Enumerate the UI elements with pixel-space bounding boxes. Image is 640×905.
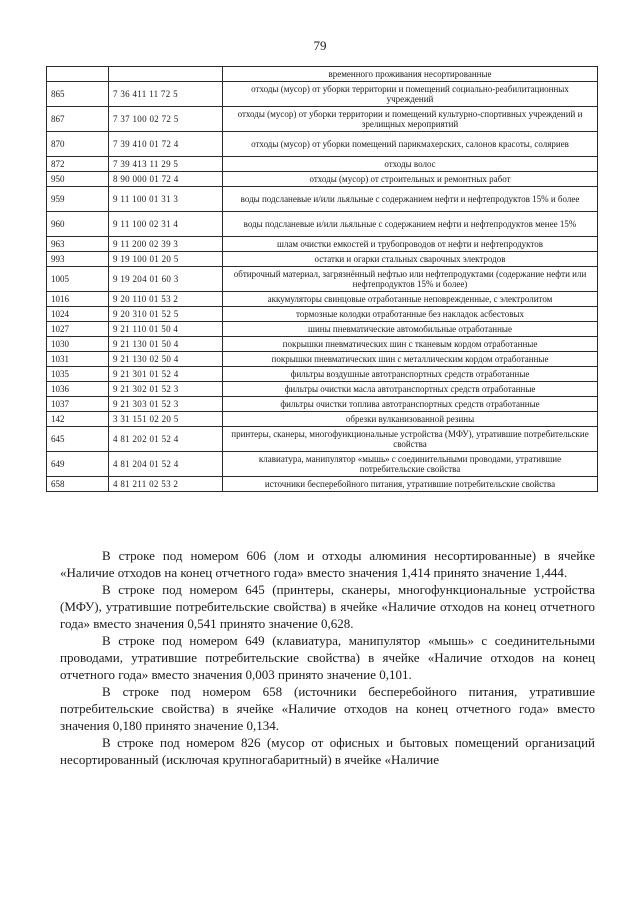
- waste-code-cell: 4 81 204 01 52 4: [109, 452, 223, 477]
- waste-table-body: [47, 67, 598, 492]
- table-row: [47, 107, 598, 132]
- waste-code-cell: 9 11 100 01 31 3: [109, 187, 223, 212]
- table-row: [47, 82, 598, 107]
- table-row: [47, 292, 598, 307]
- table-row: [47, 307, 598, 322]
- waste-code-cell: 9 20 310 01 52 5: [109, 307, 223, 322]
- waste-table: [46, 66, 598, 492]
- table-row: [47, 212, 598, 237]
- waste-code-cell: [109, 67, 223, 82]
- table-row: [47, 132, 598, 157]
- row-number-cell: 1024: [47, 307, 109, 322]
- row-number-cell: 865: [47, 82, 109, 107]
- paragraph-row-606: В строке под номером 606 (лом и отходы алюминия несортированные) в ячейке «Наличие отходов на конец отчетного года» вместо значения 1,414 принято значение 1,444.: [60, 548, 595, 580]
- row-number-cell: 1031: [47, 352, 109, 367]
- row-number-cell: [47, 67, 109, 82]
- waste-code-cell: 4 81 202 01 52 4: [109, 427, 223, 452]
- waste-description-cell: тормозные колодки отработанные без накладок асбестовых: [223, 307, 598, 322]
- waste-description-cell: отходы (мусор) от строительных и ремонтных работ: [223, 172, 598, 187]
- paragraph-row-649: В строке под номером 649 (клавиатура, манипулятор «мышь» с соединительными проводами, утратившие потребительские свойства) в ячейке «Наличие отходов на конец отчетного года» вместо значения 0,003 принято значение 0,101.: [60, 633, 595, 682]
- table-row: [47, 172, 598, 187]
- table-row: [47, 352, 598, 367]
- row-number-cell: 1036: [47, 382, 109, 397]
- table-row: [47, 452, 598, 477]
- waste-description-cell: обтирочный материал, загрязнённый нефтью или нефтепродуктами (содержание нефти или нефтепродуктов 15% и более): [223, 267, 598, 292]
- table-row: [47, 237, 598, 252]
- waste-description-cell: фильтры очистки топлива автотранспортных средств отработанные: [223, 397, 598, 412]
- table-row: [47, 322, 598, 337]
- waste-description-cell: аккумуляторы свинцовые отработанные неповрежденные, с электролитом: [223, 292, 598, 307]
- waste-code-cell: 7 36 411 11 72 5: [109, 82, 223, 107]
- row-number-cell: 1005: [47, 267, 109, 292]
- row-number-cell: 872: [47, 157, 109, 172]
- table-row: [47, 267, 598, 292]
- waste-code-cell: 3 31 151 02 20 5: [109, 412, 223, 427]
- waste-code-cell: 9 11 200 02 39 3: [109, 237, 223, 252]
- waste-description-cell: покрышки пневматических шин с тканевым кордом отработанные: [223, 337, 598, 352]
- waste-description-cell: шлам очистки емкостей и трубопроводов от нефти и нефтепродуктов: [223, 237, 598, 252]
- waste-description-cell: временного проживания несортированные: [223, 67, 598, 82]
- table-row: [47, 67, 598, 82]
- row-number-cell: 649: [47, 452, 109, 477]
- table-row: [47, 252, 598, 267]
- waste-description-cell: шины пневматические автомобильные отработанные: [223, 322, 598, 337]
- table-row: [47, 367, 598, 382]
- table-row: [47, 187, 598, 212]
- row-number-cell: 959: [47, 187, 109, 212]
- waste-code-cell: 9 21 301 01 52 4: [109, 367, 223, 382]
- waste-code-cell: 4 81 211 02 53 2: [109, 477, 223, 492]
- row-number-cell: 1037: [47, 397, 109, 412]
- table-row: [47, 157, 598, 172]
- row-number-cell: 1035: [47, 367, 109, 382]
- waste-code-cell: 9 21 130 01 50 4: [109, 337, 223, 352]
- waste-description-cell: источники бесперебойного питания, утратившие потребительские свойства: [223, 477, 598, 492]
- waste-description-cell: принтеры, сканеры, многофункциональные устройства (МФУ), утратившие потребительские свойства: [223, 427, 598, 452]
- waste-code-cell: 8 90 000 01 72 4: [109, 172, 223, 187]
- waste-description-cell: клавиатура, манипулятор «мышь» с соединительными проводами, утратившие потребительские свойства: [223, 452, 598, 477]
- waste-description-cell: отходы (мусор) от уборки помещений парикмахерских, салонов красоты, соляриев: [223, 132, 598, 157]
- waste-code-cell: 7 37 100 02 72 5: [109, 107, 223, 132]
- row-number-cell: 867: [47, 107, 109, 132]
- waste-description-cell: остатки и огарки стальных сварочных электродов: [223, 252, 598, 267]
- waste-code-cell: 9 19 100 01 20 5: [109, 252, 223, 267]
- table-row: [47, 477, 598, 492]
- waste-description-cell: покрышки пневматических шин с металлическим кордом отработанные: [223, 352, 598, 367]
- row-number-cell: 963: [47, 237, 109, 252]
- waste-description-cell: фильтры воздушные автотранспортных средств отработанные: [223, 367, 598, 382]
- table-row: [47, 412, 598, 427]
- row-number-cell: 993: [47, 252, 109, 267]
- row-number-cell: 1027: [47, 322, 109, 337]
- table-row: [47, 337, 598, 352]
- waste-code-cell: 7 39 413 11 29 5: [109, 157, 223, 172]
- row-number-cell: 658: [47, 477, 109, 492]
- waste-code-cell: 9 21 110 01 50 4: [109, 322, 223, 337]
- waste-description-cell: отходы (мусор) от уборки территории и помещений социально-реабилитационных учреждений: [223, 82, 598, 107]
- waste-code-cell: 9 11 100 02 31 4: [109, 212, 223, 237]
- paragraph-row-826: В строке под номером 826 (мусор от офисных и бытовых помещений организаций несортированный (исключая крупногабаритный) в ячейке «Наличие: [60, 735, 595, 767]
- waste-description-cell: отходы (мусор) от уборки территории и помещений культурно-спортивных учреждений и зрелищных мероприятий: [223, 107, 598, 132]
- row-number-cell: 645: [47, 427, 109, 452]
- waste-code-cell: 9 21 130 02 50 4: [109, 352, 223, 367]
- row-number-cell: 950: [47, 172, 109, 187]
- waste-description-cell: обрезки вулканизованной резины: [223, 412, 598, 427]
- paragraph-row-658: В строке под номером 658 (источники бесперебойного питания, утратившие потребительские свойства) в ячейке «Наличие отходов на конец отчетного года» вместо значения 0,180 принято значение 0,134.: [60, 684, 595, 733]
- table-row: [47, 397, 598, 412]
- row-number-cell: 142: [47, 412, 109, 427]
- waste-code-cell: 9 21 303 01 52 3: [109, 397, 223, 412]
- waste-code-cell: 9 20 110 01 53 2: [109, 292, 223, 307]
- waste-code-cell: 9 19 204 01 60 3: [109, 267, 223, 292]
- waste-description-cell: воды подсланевые и/или льяльные с содержанием нефти и нефтепродуктов менее 15%: [223, 212, 598, 237]
- waste-description-cell: отходы волос: [223, 157, 598, 172]
- waste-code-cell: 7 39 410 01 72 4: [109, 132, 223, 157]
- waste-description-cell: фильтры очистки масла автотранспортных средств отработанные: [223, 382, 598, 397]
- row-number-cell: 870: [47, 132, 109, 157]
- page-number: 79: [313, 38, 327, 53]
- body-text: [60, 547, 595, 768]
- waste-code-cell: 9 21 302 01 52 3: [109, 382, 223, 397]
- table-row: [47, 382, 598, 397]
- waste-description-cell: воды подсланевые и/или льяльные с содержанием нефти и нефтепродуктов 15% и более: [223, 187, 598, 212]
- paragraph-row-645: В строке под номером 645 (принтеры, сканеры, многофункциональные устройства (МФУ), утратившие потребительские свойства) в ячейке «Наличие отходов на конец отчетного года» вместо значения 0,541 принято значение 0,628.: [60, 582, 595, 631]
- row-number-cell: 960: [47, 212, 109, 237]
- table-row: [47, 427, 598, 452]
- row-number-cell: 1016: [47, 292, 109, 307]
- row-number-cell: 1030: [47, 337, 109, 352]
